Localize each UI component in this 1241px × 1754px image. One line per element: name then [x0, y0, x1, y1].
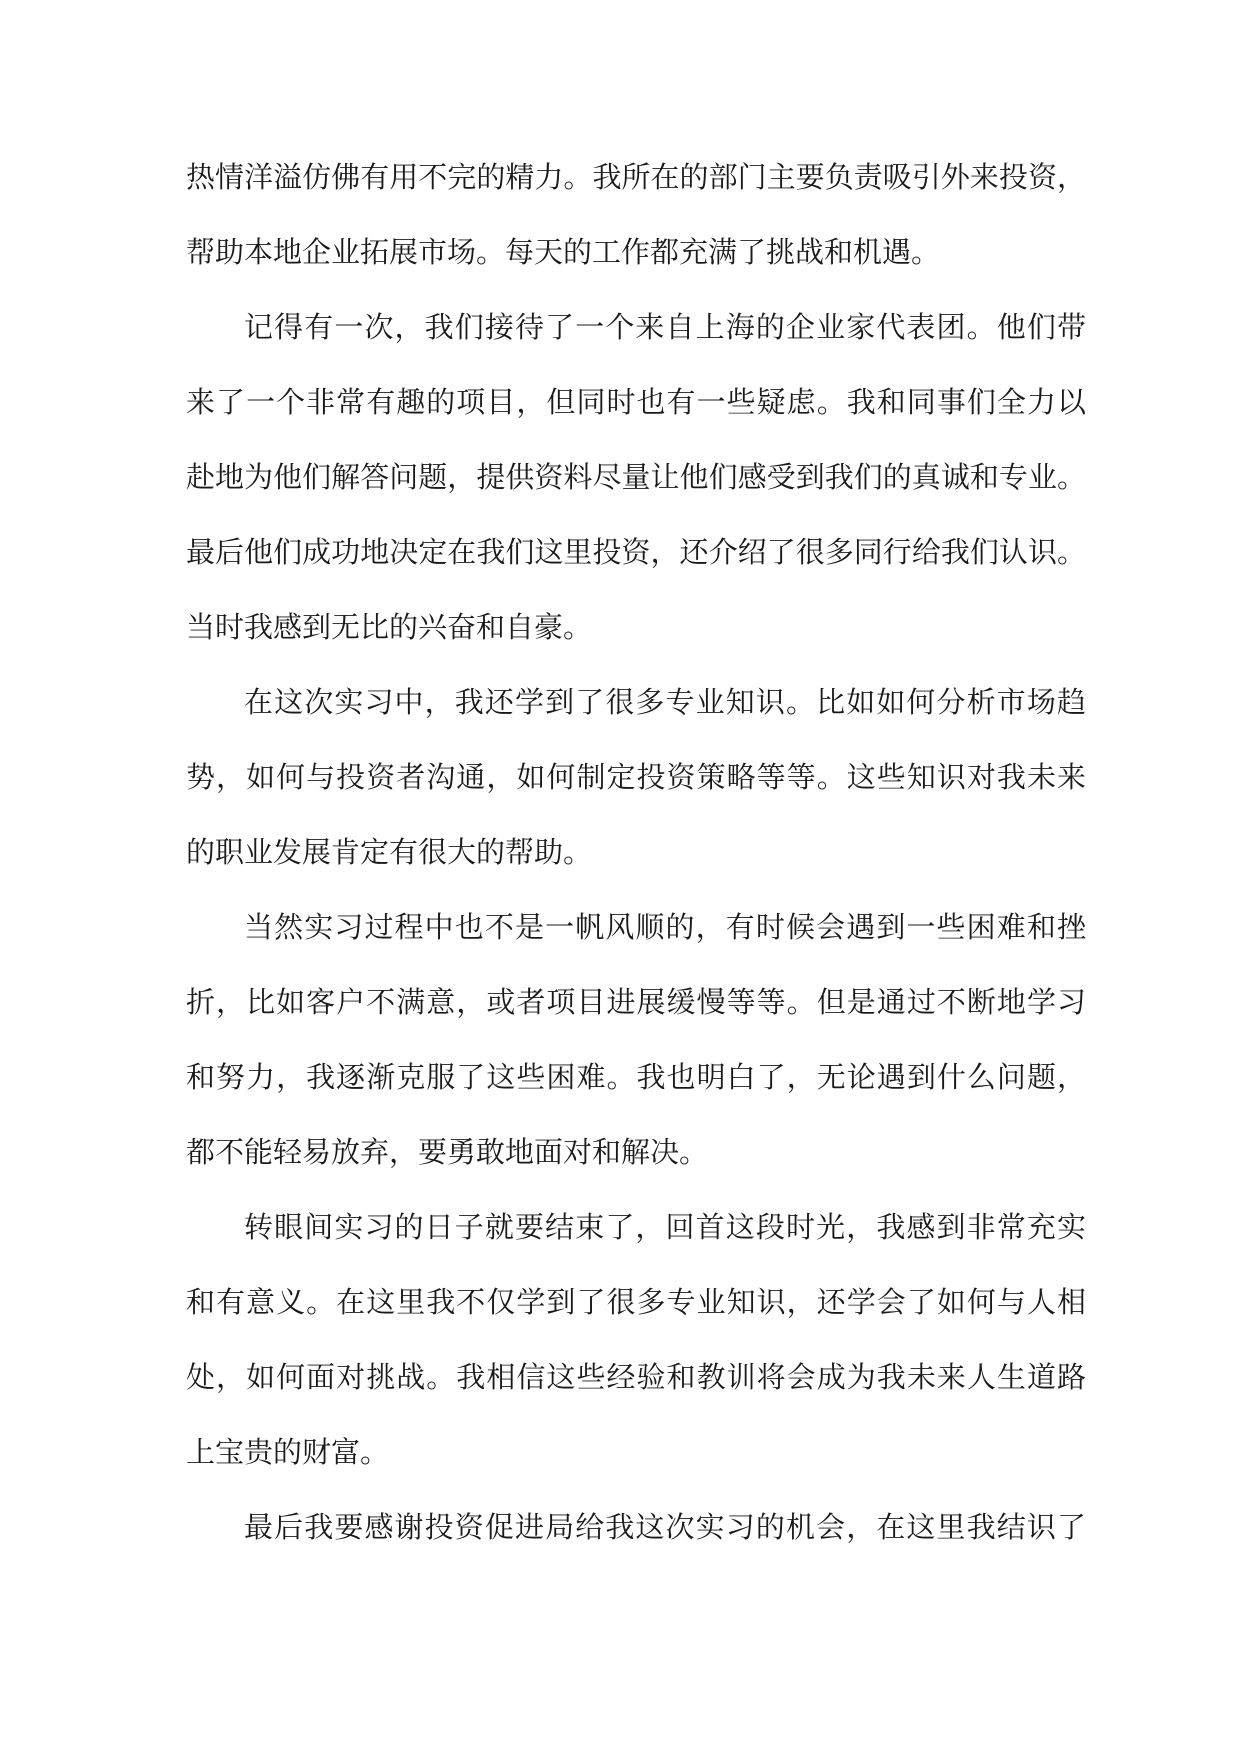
text-line: 势，如何与投资者沟通，如何制定投资策略等等。这些知识对我未来 — [186, 760, 1086, 794]
body-text — [186, 140, 1086, 1565]
text-line: 和努力，我逐渐克服了这些困难。我也明白了，无论遇到什么问题， — [186, 1060, 1086, 1094]
text-line: 最后我要感谢投资促进局给我这次实习的机会，在这里我结识了 — [244, 1510, 1086, 1544]
text-line: 在这次实习中，我还学到了很多专业知识。比如如何分析市场趋 — [244, 685, 1086, 719]
text-line: 上宝贵的财富。 — [186, 1435, 390, 1469]
text-line: 赴地为他们解答问题，提供资料尽量让他们感受到我们的真诚和专业。 — [186, 460, 1086, 494]
text-line: 最后他们成功地决定在我们这里投资，还介绍了很多同行给我们认识。 — [186, 535, 1086, 569]
text-line: 和有意义。在这里我不仅学到了很多专业知识，还学会了如何与人相 — [186, 1285, 1086, 1319]
text-line: 处，如何面对挑战。我相信这些经验和教训将会成为我未来人生道路 — [186, 1360, 1086, 1394]
text-line: 都不能轻易放弃，要勇敢地面对和解决。 — [186, 1135, 709, 1169]
text-line: 记得有一次，我们接待了一个来自上海的企业家代表团。他们带 — [244, 310, 1086, 344]
text-line: 的职业发展肯定有很大的帮助。 — [186, 835, 593, 869]
text-line: 当然实习过程中也不是一帆风顺的，有时候会遇到一些困难和挫 — [244, 910, 1086, 944]
text-line: 帮助本地企业拓展市场。每天的工作都充满了挑战和机遇。 — [186, 235, 941, 269]
text-line: 当时我感到无比的兴奋和自豪。 — [186, 610, 593, 644]
text-line: 折，比如客户不满意，或者项目进展缓慢等等。但是通过不断地学习 — [186, 985, 1086, 1019]
text-line: 来了一个非常有趣的项目，但同时也有一些疑虑。我和同事们全力以 — [186, 385, 1086, 419]
text-line: 转眼间实习的日子就要结束了，回首这段时光，我感到非常充实 — [244, 1210, 1086, 1244]
text-line: 热情洋溢仿佛有用不完的精力。我所在的部门主要负责吸引外来投资， — [186, 160, 1086, 194]
